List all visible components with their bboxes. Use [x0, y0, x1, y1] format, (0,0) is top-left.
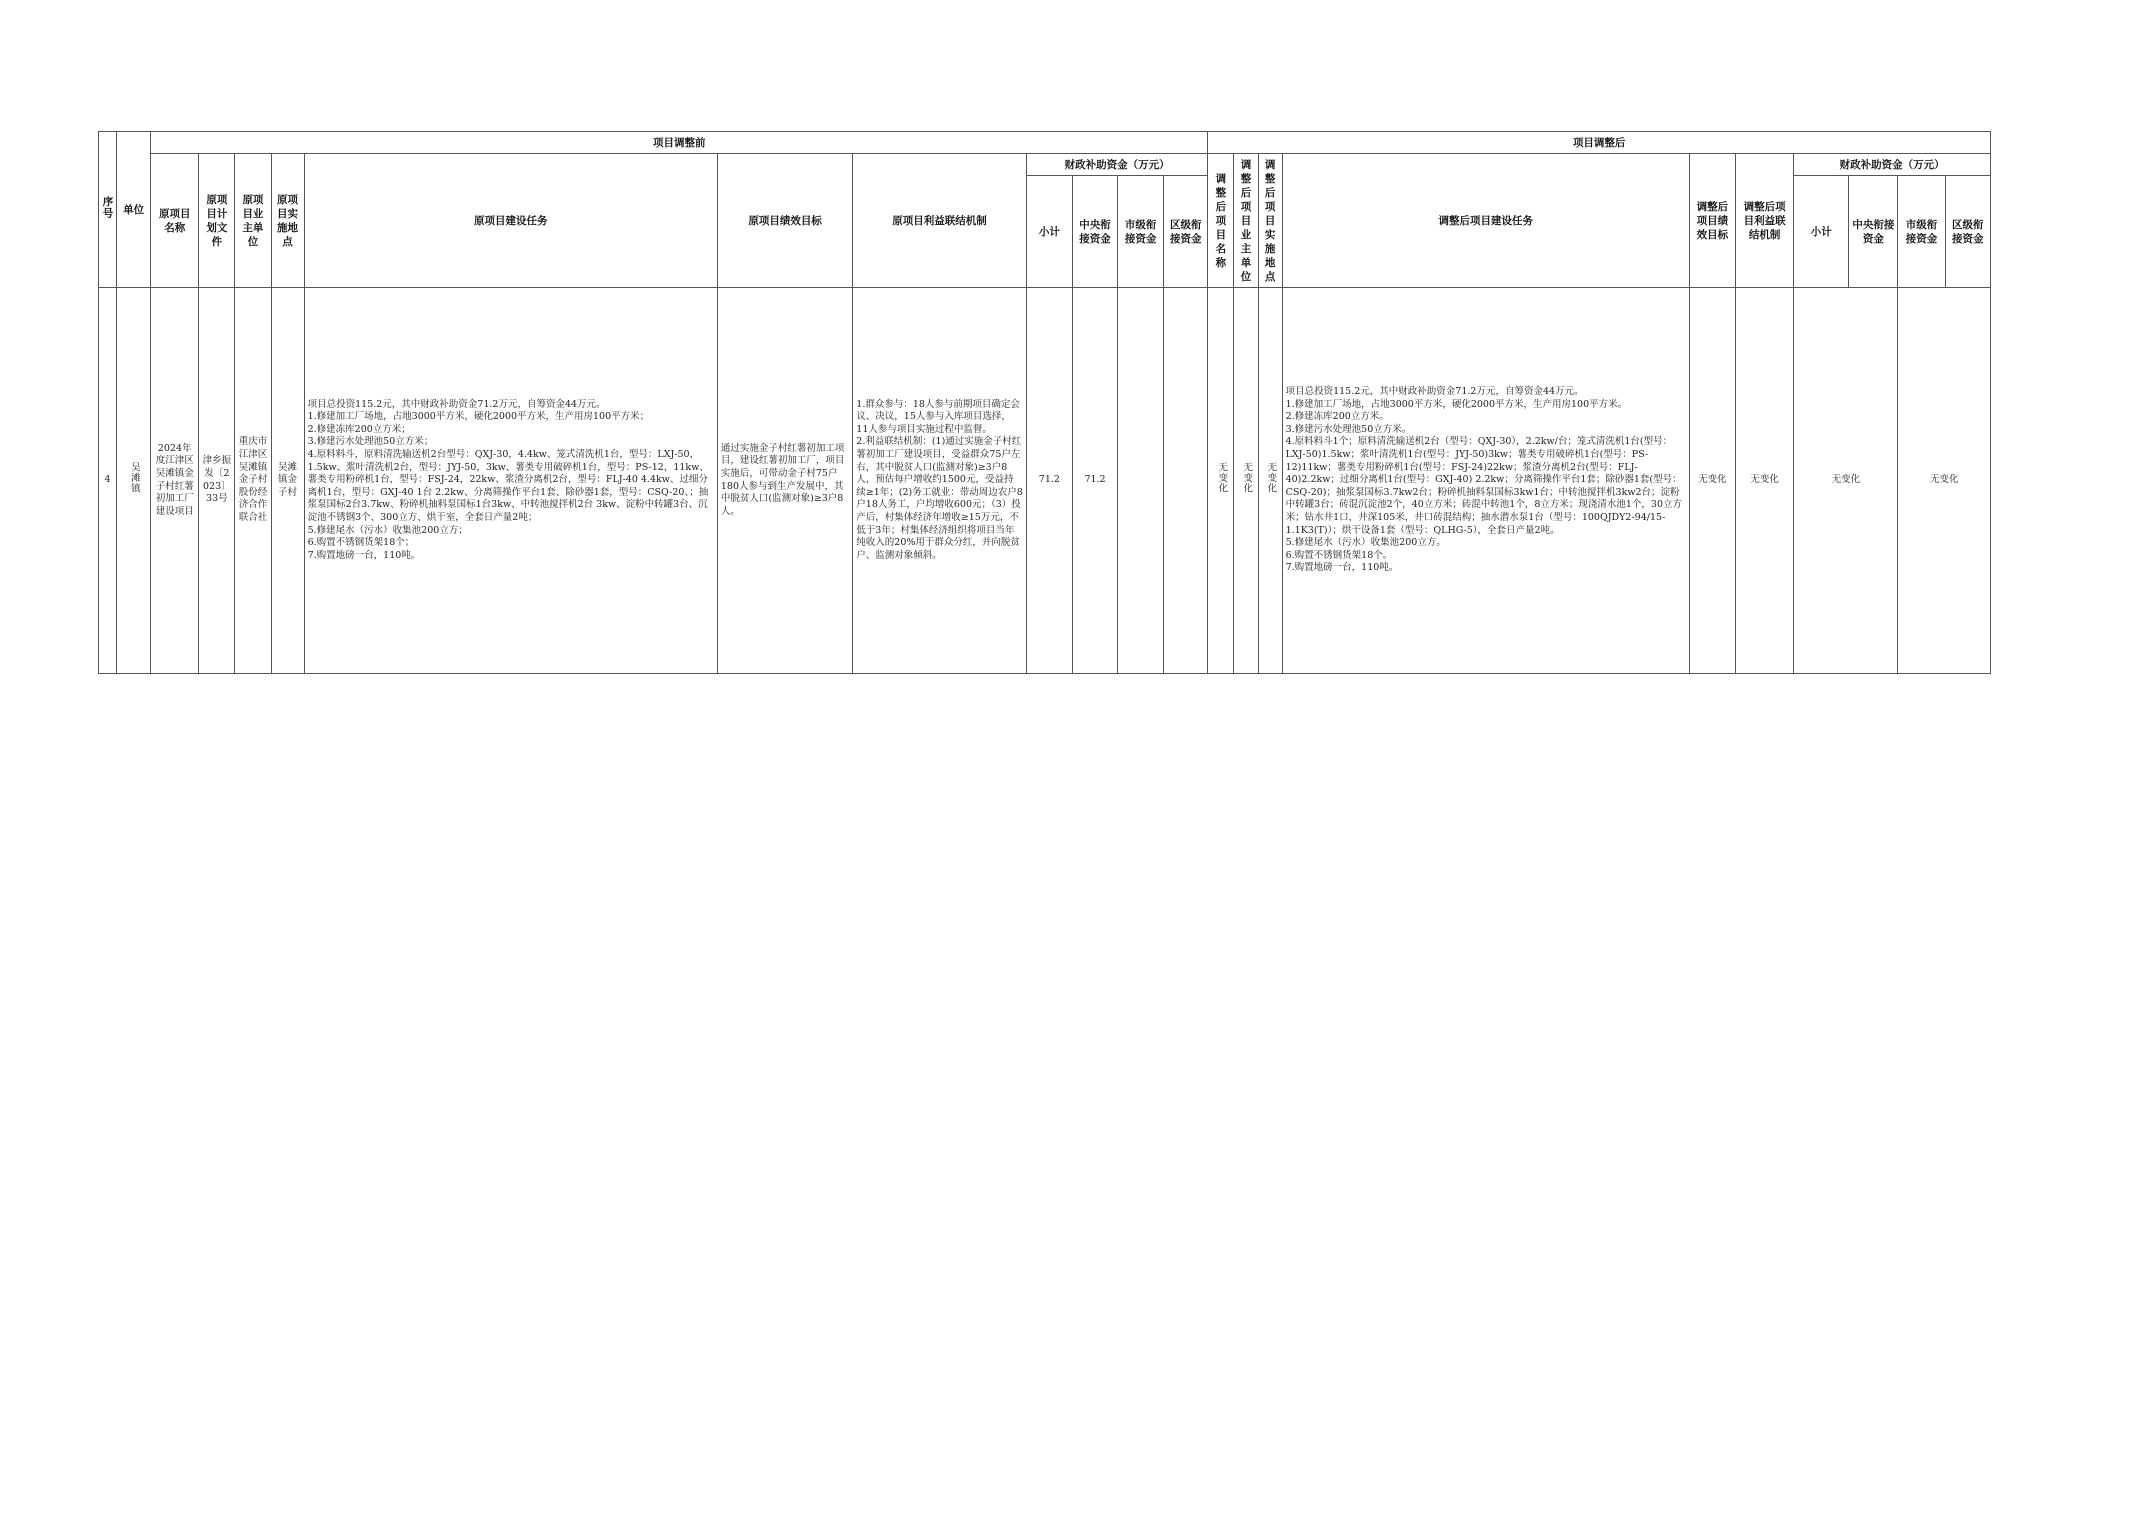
- list-item: 2.修建冻库200立方米；: [307, 423, 411, 435]
- list-item: 项目总投资115.2元，其中财政补助资金71.2万元，自筹资金44万元。: [1285, 386, 1584, 398]
- cell-adj-name: 无变化: [1208, 288, 1234, 674]
- list-item: 3.修建污水处理池50立方米。: [1285, 423, 1412, 435]
- cell-subtotal: 71.2: [1026, 288, 1072, 674]
- header-adj-site: 调整后项目实施地点: [1258, 154, 1282, 288]
- list-item: 1.群众参与：18人参与前期项目确定会议、决议，15人参与入库项目选择，11人参与项目实施过程中监督。: [856, 398, 1020, 435]
- header-district: 区级衔接资金: [1164, 176, 1208, 288]
- header-adj-goals: 调整后项目绩效目标: [1689, 154, 1735, 288]
- cell-adj-owner: 无变化: [1234, 288, 1258, 674]
- header-adj-benefit: 调整后项目利益联结机制: [1736, 154, 1794, 288]
- header-after-group: 项目调整后: [1208, 132, 1991, 154]
- header-city-after: 市级衔接资金: [1898, 176, 1945, 288]
- cell-orig-goals: 通过实施金子村红薯初加工项目，建设红薯初加工厂，项目实施后，可带动金子村75户180人参与到生产发展中，其中脱贫人口(监测对象)≥3户8人。: [717, 288, 852, 674]
- list-item: 7.购置地磅一台，110吨。: [307, 549, 421, 561]
- cell-city-after: 无变化: [1898, 288, 1991, 674]
- header-orig-name: 原项目名称: [151, 154, 199, 288]
- list-item: 1.修建加工厂场地，占地3000平方米，硬化2000平方米，生产用房100平方米；: [307, 411, 650, 423]
- header-unit: 单位: [117, 132, 151, 288]
- header-city: 市级衔接资金: [1118, 176, 1164, 288]
- cell-orig-owner: 重庆市江津区吴滩镇金子村股份经济合作联合社: [235, 288, 271, 674]
- list-item: 1.修建加工厂场地，占地3000平方米，硬化2000平方米，生产用房100平方米。: [1285, 398, 1628, 410]
- header-adj-owner: 调整后项目业主单位: [1234, 154, 1258, 288]
- cell-funds-after: 无变化: [1794, 288, 1898, 674]
- header-orig-site: 原项目实施地点: [271, 154, 304, 288]
- cell-central: 71.2: [1072, 288, 1117, 674]
- header-seq: 序号: [99, 132, 117, 288]
- header-subtotal-after: 小计: [1794, 176, 1849, 288]
- header-orig-plan-doc: 原项目计划文件: [199, 154, 235, 288]
- cell-adj-tasks: [1282, 288, 1689, 674]
- header-subtotal: 小计: [1026, 176, 1072, 288]
- header-adj-name: 调整后项目名称: [1208, 154, 1234, 288]
- list-item: 项目总投资115.2元，其中财政补助资金71.2万元，自筹资金44万元。: [307, 398, 606, 410]
- table-row: [99, 288, 1991, 674]
- cell-adj-benefit: 无变化: [1736, 288, 1794, 674]
- list-item: 2.修建冻库200立方米。: [1285, 411, 1389, 423]
- list-item: 6.购置不锈钢货架18个；: [307, 537, 415, 549]
- header-adj-tasks: 调整后项目建设任务: [1282, 154, 1689, 288]
- cell-orig-plan-doc: 津乡振发〔2023〕33号: [199, 288, 235, 674]
- cell-unit: 吴滩镇: [117, 288, 151, 674]
- header-orig-tasks: 原项目建设任务: [304, 154, 717, 288]
- cell-orig-tasks: [304, 288, 717, 674]
- header-funds-group: 财政补助资金（万元）: [1026, 154, 1208, 176]
- header-orig-goals: 原项目绩效目标: [717, 154, 852, 288]
- list-item: 5.修建尾水（污水）收集池200立方；: [307, 524, 468, 536]
- list-item: 5.修建尾水（污水）收集池200立方。: [1285, 537, 1446, 549]
- cell-orig-benefit: [853, 288, 1027, 674]
- adjustment-table: [98, 131, 1991, 674]
- list-item: 4.原料料斗，原料清洗输送机2台型号：QXJ-30，4.4kw、笼式清洗机1台，型号：LXJ-50，1.5kw、浆叶清洗机2台，型号：JYJ-50，3kw、薯类专用破碎机1台，型号：PS-12，11kw、薯类专用粉碎机1台，型号：FSJ-24，22kw、浆渣分离机2台，型号：FLJ-40 4.4kw、过细分离机1台，型号：GXJ-40 1台 2.2kw、分离筛操作平台1套、除砂器1套，型号：CSQ-20、；抽浆泵国标2台3.7kw、粉碎机抽料泵国标1台3kw、中转池搅拌机2台 3kw、淀粉中转罐3台、沉淀池不锈钢3个、300立方、烘干室，全套日产量2吨；: [307, 449, 709, 523]
- cell-adj-goals: 无变化: [1689, 288, 1735, 674]
- cell-seq: 4: [99, 288, 117, 674]
- cell-orig-site: 吴滩镇金子村: [271, 288, 304, 674]
- cell-orig-name: 2024年度江津区吴滩镇金子村红薯初加工厂建设项目: [151, 288, 199, 674]
- header-funds-group-after: 财政补助资金（万元）: [1794, 154, 1991, 176]
- header-district-after: 区级衔接资金: [1945, 176, 1990, 288]
- list-item: 2.利益联结机制：(1)通过实施金子村红薯初加工厂建设项目，受益群众75户左右，其中脱贫人口(监测对象)≥3户8人，预估每户增收约1500元，受益持续≥1年；(2)务工就业：带动周边农户8户18人务工，户均增收600元；（3）投产后，村集体经济年增收≥15万元，不低于3年；村集体经济组织将项目当年纯收入的20%用于群众分红，并向脱贫户、监测对象倾斜。: [856, 436, 1023, 561]
- header-central-after: 中央衔接资金: [1849, 176, 1898, 288]
- list-item: 6.购置不锈钢货架18个。: [1285, 549, 1393, 561]
- cell-city: [1118, 288, 1164, 674]
- header-orig-benefit: 原项目利益联结机制: [853, 154, 1027, 288]
- header-before-group: 项目调整前: [151, 132, 1208, 154]
- cell-district: [1164, 288, 1208, 674]
- list-item: 3.修建污水处理池50立方米；: [307, 436, 434, 448]
- list-item: 7.购置地磅一台，110吨。: [1285, 562, 1399, 574]
- list-item: 4.原料料斗1个；原料清洗输送机2台（型号：QXJ-30），2.2kw/台；笼式清洗机1台(型号：LXJ-50)1.5kw；浆叶清洗机1台(型号：JYJ-50)3kw；薯类专用破碎机1台(型号：PS-12)11kw；薯类专用粉碎机1台(型号：FSJ-24)22kw；浆渣分离机2台(型号：FLJ-40)2.2kw；过细分离机1台(型号：GXJ-40) 2.2kw；分离筛操作平台1套；除砂器1套(型号：CSQ-20)；抽浆泵国标3.7kw2台；粉碎机抽料泵国标3kw1台；中转池搅拌机3kw2台；淀粉中转罐3台；砖混沉淀池2个，40立方米；砖混中转池1个，8立方米；现浇清水池1个，30立方米；钻水井1口，井深105米，井口砖混结构；抽水潜水泵1台（型号：100QJDY2-94/15-1.1K3(T)）；烘干设备1套（型号：QLHG-5），全套日产量2吨。: [1285, 436, 1682, 536]
- header-orig-owner: 原项目业主单位: [235, 154, 271, 288]
- cell-adj-site: 无变化: [1258, 288, 1282, 674]
- header-central: 中央衔接资金: [1072, 176, 1117, 288]
